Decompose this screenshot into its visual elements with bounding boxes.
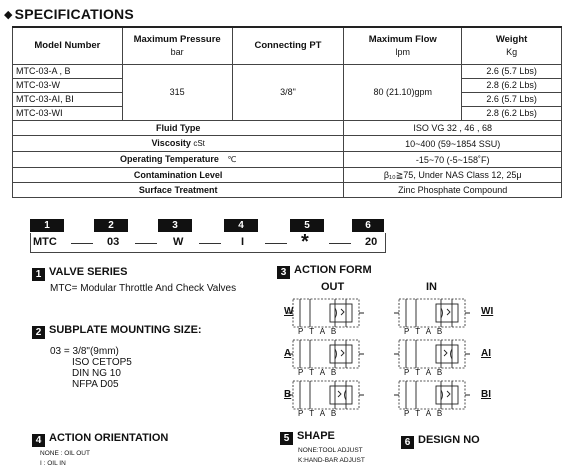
section-action-form-title: 3 ACTION FORM	[277, 264, 372, 279]
action-ai-label: AI	[481, 348, 491, 359]
property-label: Surface Treatment	[13, 183, 344, 198]
mounting-line: DIN NG 10	[72, 368, 121, 379]
code-dash	[265, 243, 287, 244]
action-b-label: B	[284, 389, 292, 400]
code-number-3: 3	[158, 219, 192, 232]
property-value: ISO VG 32 , 46 , 68	[344, 121, 562, 136]
code-dash	[71, 243, 93, 244]
in-ai-symbol	[399, 340, 465, 368]
code-dash	[199, 243, 221, 244]
out-a-symbol	[293, 340, 359, 368]
in-bi-symbol	[399, 381, 465, 409]
code-shape: *	[301, 231, 309, 253]
code-action: W	[173, 236, 184, 248]
property-value: 10~400 (59~1854 SSU)	[344, 136, 562, 152]
code-size: 03	[107, 236, 120, 248]
weight-cell: 2.8 (6.2 Lbs)	[462, 79, 562, 93]
section-valve-series-title: 1 VALVE SERIES	[32, 266, 127, 281]
action-w-label: W	[284, 306, 294, 317]
property-value: Zinc Phosphate Compound	[344, 183, 562, 198]
specifications-table	[12, 26, 562, 198]
property-label: Operating Temperature ℃	[13, 152, 344, 168]
mounting-line: ISO CETOP5	[72, 357, 132, 368]
property-label: Fluid Type	[13, 121, 344, 136]
model-cell: MTC-03-W	[13, 79, 123, 93]
code-series: MTC	[33, 236, 57, 248]
property-row	[13, 121, 562, 136]
action-bi-label: BI	[481, 389, 491, 400]
code-number-4: 4	[224, 219, 258, 232]
property-row	[13, 136, 562, 152]
mounting-line: NFPA D05	[72, 379, 119, 390]
shape-line: K:HAND-BAR ADJUST	[298, 457, 365, 464]
model-code-line	[30, 233, 386, 253]
property-row	[13, 168, 562, 183]
code-number-1: 1	[30, 219, 64, 232]
in-label: IN	[426, 281, 437, 293]
model-cell: MTC-03-AⅠ, BⅠ	[13, 93, 123, 107]
code-number-6: 6	[352, 219, 384, 232]
out-w-symbol	[293, 299, 359, 327]
weight-cell: 2.6 (5.7 Lbs)	[462, 93, 562, 107]
port-labels: P T A B	[298, 368, 339, 377]
valve-series-text: MTC= Modular Throttle And Check Valves	[50, 283, 237, 294]
action-form-symbols	[280, 290, 510, 418]
code-dash	[135, 243, 157, 244]
port-labels: P T A B	[298, 327, 339, 336]
table-row	[13, 65, 562, 79]
pressure-cell: 315	[122, 65, 232, 121]
diamond-icon: ◆	[4, 9, 13, 21]
property-label: Contamination Level	[13, 168, 344, 183]
flow-cell: 80 (21.10)gpm	[344, 65, 462, 121]
out-label: OUT	[321, 281, 345, 293]
port-labels: P T A B	[404, 327, 445, 336]
in-wi-symbol	[399, 299, 465, 327]
property-row	[13, 183, 562, 198]
code-orientation: I	[241, 236, 245, 248]
code-design: 20	[365, 236, 378, 248]
section-mounting-title: 2 SUBPLATE MOUNTING SIZE:	[32, 324, 202, 339]
action-wi-label: WI	[481, 306, 494, 317]
weight-cell: 2.8 (6.2 Lbs)	[462, 107, 562, 121]
model-cell: MTC-03-WⅠ	[13, 107, 123, 121]
out-b-symbol	[293, 381, 359, 409]
code-dash	[329, 243, 351, 244]
shape-line: NONE:TOOL ADJUST	[298, 447, 363, 454]
property-row	[13, 152, 562, 168]
header-pressure: Maximum Pressure bar	[122, 27, 232, 65]
header-weight: Weight Kg	[462, 27, 562, 65]
property-value: -15~70 (-5~158˚F)	[344, 152, 562, 168]
code-number-5: 5	[290, 219, 324, 232]
orientation-line: NONE : OIL OUT	[40, 450, 90, 457]
mounting-line: 03 = 3/8"(9mm)	[50, 346, 119, 357]
port-labels: P T A B	[404, 409, 445, 418]
section-orientation-title: 4 ACTION ORIENTATION	[32, 432, 168, 447]
port-labels: P T A B	[404, 368, 445, 377]
section-shape-title: 5 SHAPE	[280, 430, 335, 445]
header-model: Model Number	[13, 27, 123, 65]
connecting-cell: 3/8"	[232, 65, 344, 121]
header-connecting: Connecting PT	[232, 27, 344, 65]
property-label: Viscosity cSt	[13, 136, 344, 152]
port-labels: P T A B	[298, 409, 339, 418]
action-a-label: A	[284, 348, 292, 359]
model-cell: MTC-03-A , B	[13, 65, 123, 79]
table-header-row	[13, 27, 562, 65]
section-design-title: 6 DESIGN NO	[401, 434, 480, 449]
orientation-line: I : OIL IN	[40, 460, 66, 467]
page-title: ◆ SPECIFICATIONS	[4, 6, 134, 22]
code-number-2: 2	[94, 219, 128, 232]
weight-cell: 2.6 (5.7 Lbs)	[462, 65, 562, 79]
property-value: β₁₀≧75, Under NAS Class 12, 25μ	[344, 168, 562, 183]
header-flow: Maximum Flow lpm	[344, 27, 462, 65]
